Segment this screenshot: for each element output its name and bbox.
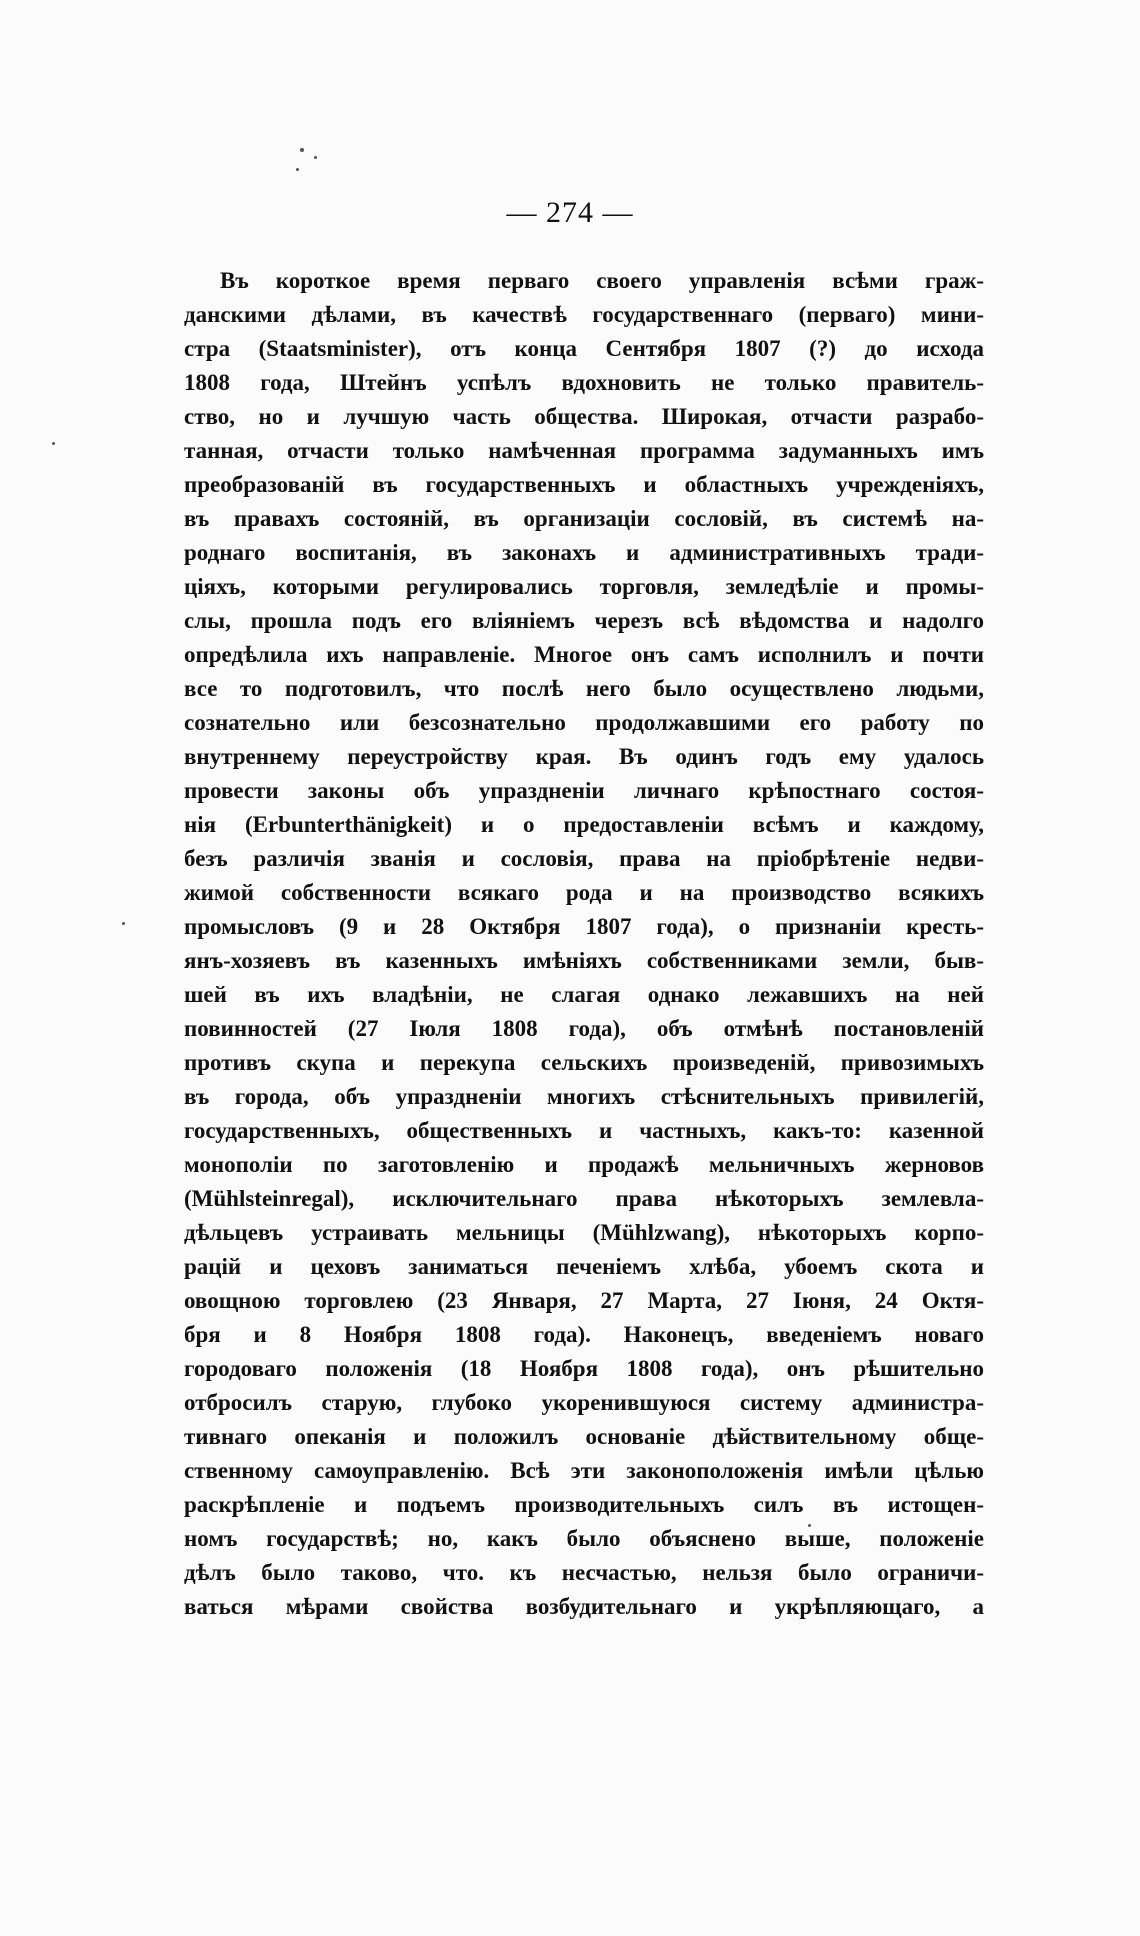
text-line: овощною торговлею (23 Января, 27 Марта, 27 Іюня, 24 Октя- bbox=[184, 1288, 984, 1313]
text-line: (Mühlsteinregal), исключительнаго права нѣкоторыхъ землевла- bbox=[184, 1186, 984, 1211]
text-line: стра (Staatsminister), отъ конца Сентября 1807 (?) до исхода bbox=[184, 336, 984, 361]
text-line: безъ различія званія и сословія, права на пріобрѣтеніе недви- bbox=[184, 846, 984, 871]
text-line: дѣлъ было таково, что. къ несчастью, нельзя было ограничи- bbox=[184, 1560, 984, 1585]
body-text bbox=[184, 264, 984, 1624]
text-line: ціяхъ, которыми регулировались торговля, земледѣліе и промы- bbox=[184, 574, 984, 599]
text-line: опредѣлила ихъ направленіе. Многое онъ самъ исполнилъ и почти bbox=[184, 642, 984, 667]
scan-speck bbox=[122, 922, 125, 925]
text-line: противъ скупа и перекупа сельскихъ произведеній, привозимыхъ bbox=[184, 1050, 984, 1075]
text-line: государственныхъ, общественныхъ и частныхъ, какъ-то: казенной bbox=[184, 1118, 984, 1143]
text-line: монополіи по заготовленію и продажѣ мельничныхъ жерновов bbox=[184, 1152, 984, 1177]
text-line: янъ-хозяевъ въ казенныхъ имѣніяхъ собственниками земли, быв- bbox=[184, 948, 984, 973]
scan-speck bbox=[300, 148, 304, 152]
text-line: номъ государствѣ; но, какъ было объяснено выше, положеніе bbox=[184, 1526, 984, 1551]
page-number: — 274 — bbox=[506, 196, 634, 229]
text-line: жимой собственности всякаго рода и на производство всякихъ bbox=[184, 880, 984, 905]
text-line: ственному самоуправленію. Всѣ эти законоположенія имѣли цѣлью bbox=[184, 1458, 984, 1483]
text-line: преобразованій въ государственныхъ и областныхъ учрежденіяхъ, bbox=[184, 472, 984, 497]
text-line: раскрѣпленіе и подъемъ производительныхъ силъ въ истощен- bbox=[184, 1492, 984, 1517]
text-line: танная, отчасти только намѣченная программа задуманныхъ имъ bbox=[184, 438, 984, 463]
text-line: промысловъ (9 и 28 Октября 1807 года), о признаніи кресть- bbox=[184, 914, 984, 939]
text-line: провести законы объ упраздненіи личнаго крѣпостнаго состоя- bbox=[184, 778, 984, 803]
text-line: бря и 8 Ноября 1808 года). Наконецъ, введеніемъ новаго bbox=[184, 1322, 984, 1347]
scan-speck bbox=[314, 156, 317, 159]
text-line: нія (Erbunterthänigkeit) и о предоставленіи всѣмъ и каждому, bbox=[184, 812, 984, 837]
text-line: слы, прошла подъ его вліяніемъ черезъ всѣ вѣдомства и надолго bbox=[184, 608, 984, 633]
text-line: ство, но и лучшую часть общества. Широкая, отчасти разрабо- bbox=[184, 404, 984, 429]
text-line: Въ короткое время перваго своего управленія всѣми граж- bbox=[220, 268, 984, 293]
text-line: въ правахъ состояній, въ организаціи сословій, въ системѣ на- bbox=[184, 506, 984, 531]
text-line: дѣльцевъ устраивать мельницы (Mühlzwang), нѣкоторыхъ корпо- bbox=[184, 1220, 984, 1245]
text-line: внутреннему переустройству края. Въ одинъ годъ ему удалось bbox=[184, 744, 984, 769]
text-line: тивнаго опеканія и положилъ основаніе дѣйствительному обще- bbox=[184, 1424, 984, 1449]
text-line: ваться мѣрами свойства возбудительнаго и укрѣпляющаго, а bbox=[184, 1594, 984, 1619]
text-line: отбросилъ старую, глубоко укоренившуюся систему администра- bbox=[184, 1390, 984, 1415]
text-line: шей въ ихъ владѣніи, не слагая однако лежавшихъ на ней bbox=[184, 982, 984, 1007]
text-line: городоваго положенія (18 Ноября 1808 года), онъ рѣшительно bbox=[184, 1356, 984, 1381]
text-line: роднаго воспитанія, въ законахъ и административныхъ тради- bbox=[184, 540, 984, 565]
scan-speck bbox=[52, 442, 55, 445]
scan-speck bbox=[296, 168, 299, 171]
text-line: данскими дѣлами, въ качествѣ государственнаго (перваго) мини- bbox=[184, 302, 984, 327]
text-line: повинностей (27 Іюля 1808 года), объ отмѣнѣ постановленій bbox=[184, 1016, 984, 1041]
text-line: рацій и цеховъ заниматься печеніемъ хлѣба, убоемъ скота и bbox=[184, 1254, 984, 1279]
text-line: сознательно или безсознательно продолжавшими его работу по bbox=[184, 710, 984, 735]
text-line: 1808 года, Штейнъ успѣлъ вдохновить не только правитель- bbox=[184, 370, 984, 395]
text-line: все то подготовилъ, что послѣ него было осуществлено людьми, bbox=[184, 676, 984, 701]
text-line: въ города, объ упраздненіи многихъ стѣснительныхъ привилегій, bbox=[184, 1084, 984, 1109]
